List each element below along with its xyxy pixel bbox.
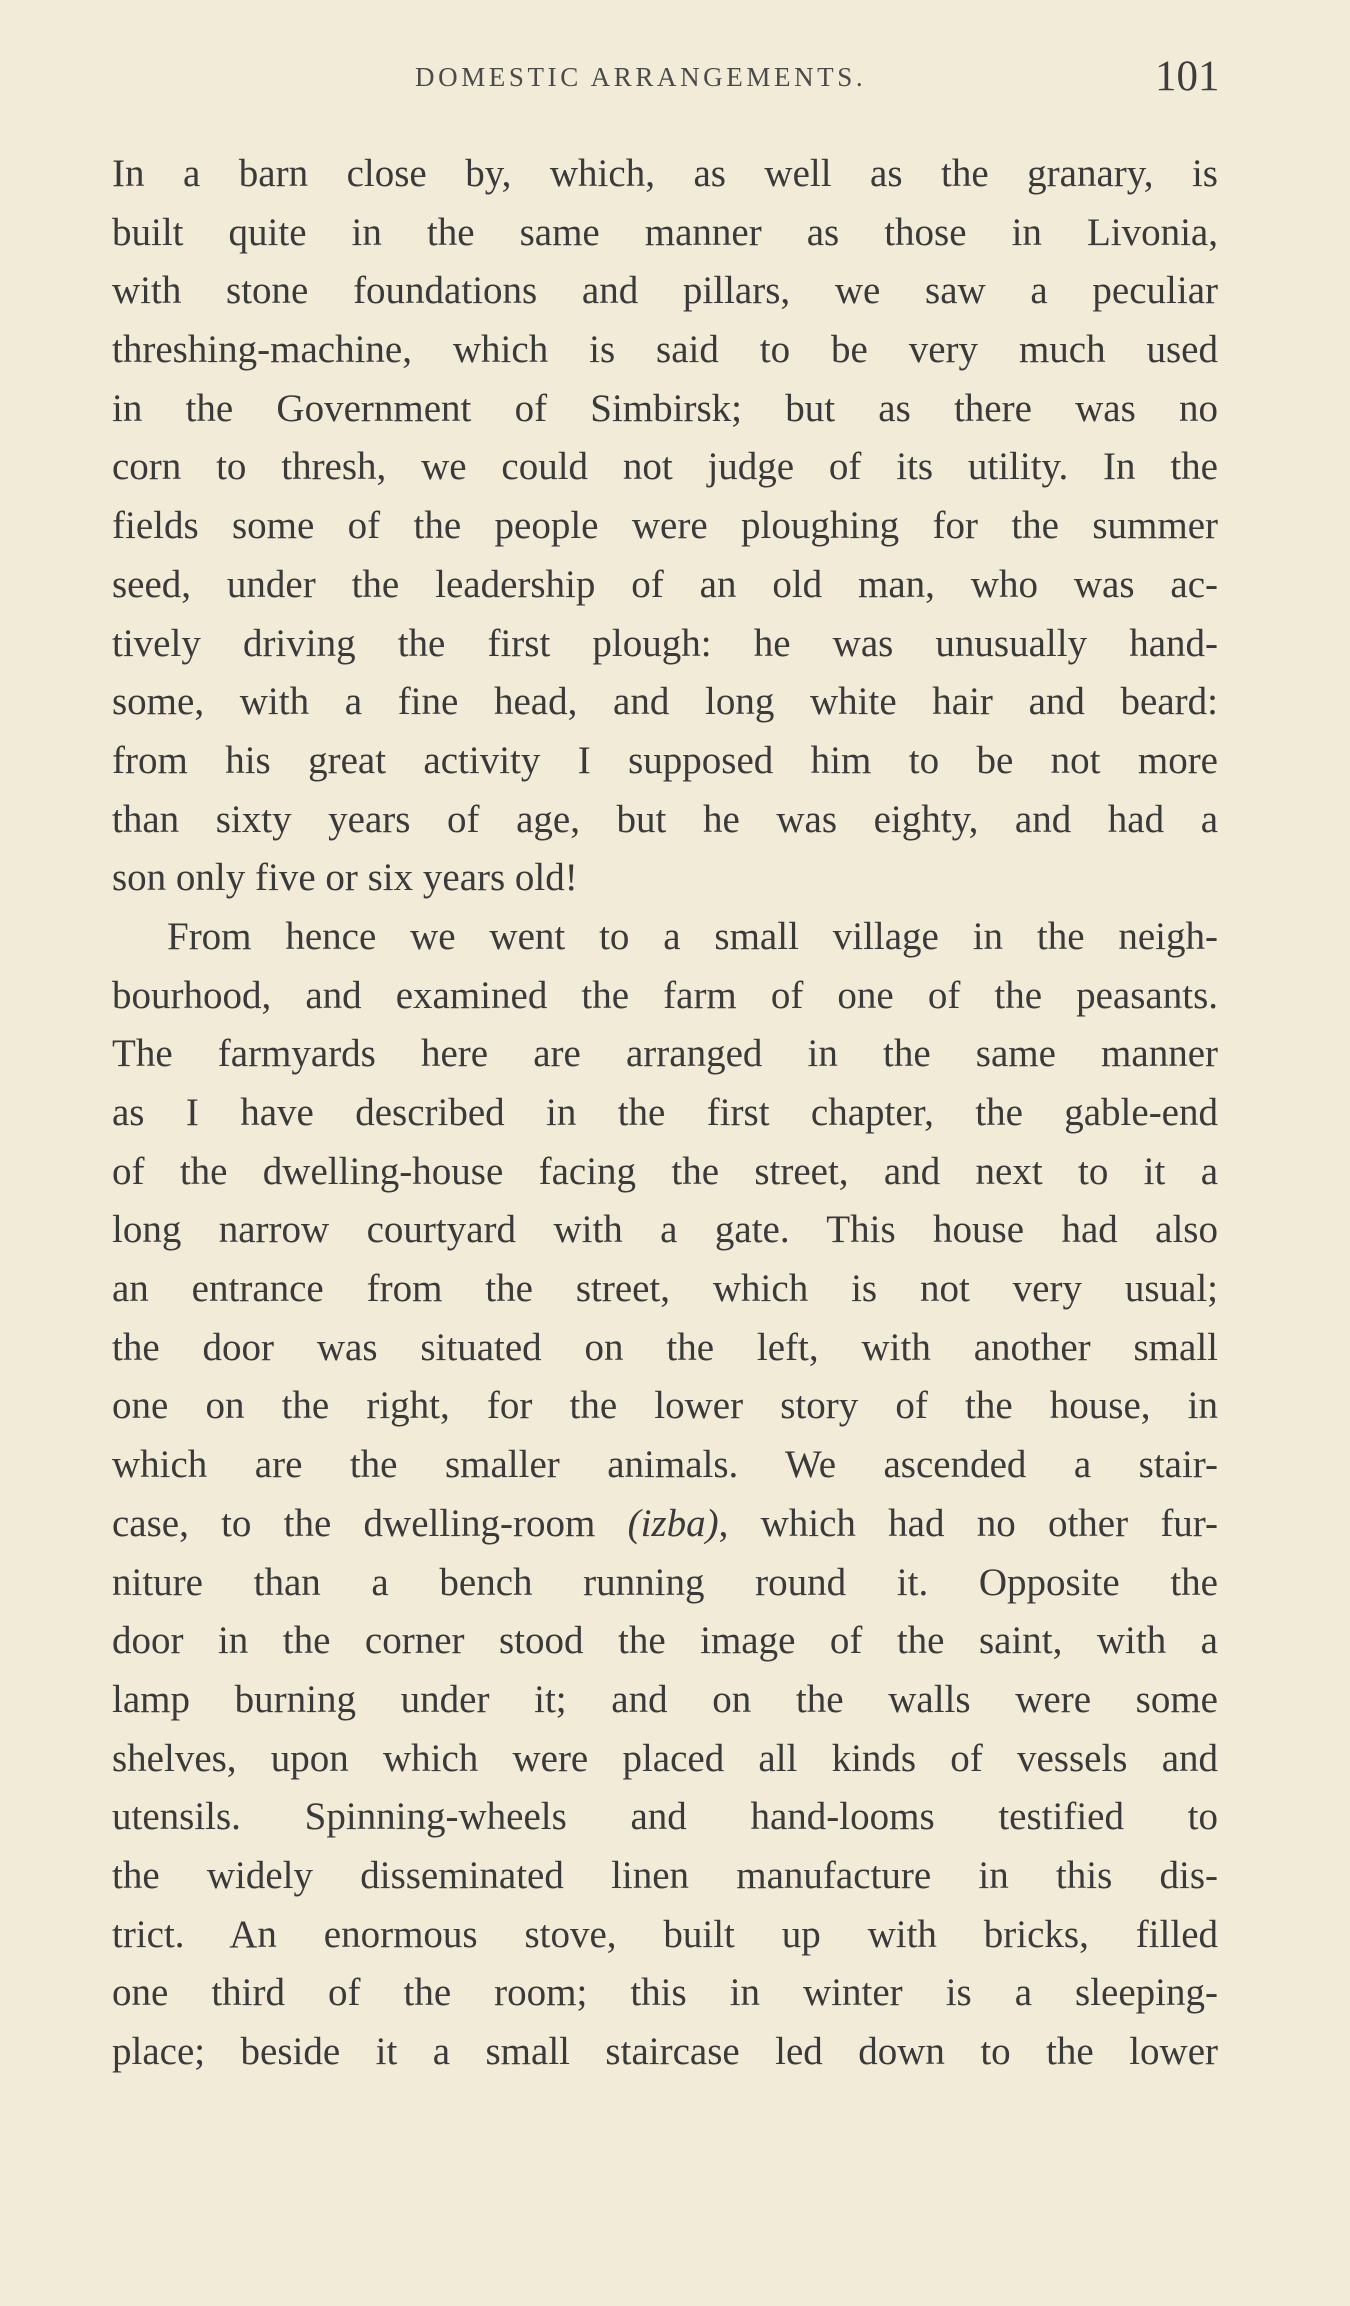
body-text xyxy=(112,145,1218,2082)
text-line: one on the right, for the lower story of the house, in xyxy=(112,1384,1218,1428)
text-line: long narrow courtyard with a gate. This house had also xyxy=(112,1208,1218,1252)
text-line: as I have described in the first chapter, the gable-end xyxy=(112,1091,1218,1134)
page-number: 101 xyxy=(1155,53,1220,100)
text-line: niture than a bench running round it. Opposite the xyxy=(112,1560,1218,1604)
text-line: fields some of the people were ploughing for the summer xyxy=(112,504,1218,548)
text-line: bourhood, and examined the farm of one of the peasants. xyxy=(112,973,1218,1017)
text-line: tively driving the first plough: he was unusually hand- xyxy=(112,621,1218,665)
text-line: trict. An enormous stove, built up with bricks, filled xyxy=(112,1912,1218,1956)
text-line: in the Government of Simbirsk; but as there was no xyxy=(112,386,1218,430)
text-line: the door was situated on the left, with another small xyxy=(112,1325,1218,1369)
text-segment: case, to the dwelling-room xyxy=(112,1501,596,1545)
text-line: an entrance from the street, which is not very usual; xyxy=(112,1267,1218,1311)
text-line: lamp burning under it; and on the walls were some xyxy=(112,1677,1218,1721)
text-line: door in the corner stood the image of the saint, with a xyxy=(112,1619,1218,1663)
text-line-with-italic xyxy=(112,1495,1218,1554)
text-line: some, with a fine head, and long white hair and beard: xyxy=(112,680,1218,724)
running-title: DOMESTIC ARRANGEMENTS. xyxy=(415,62,867,92)
italic-term-izba: (izba) xyxy=(627,1501,719,1545)
text-line: than sixty years of age, but he was eighty, and had a xyxy=(112,797,1218,841)
text-line: with stone foundations and pillars, we saw a peculiar xyxy=(112,269,1218,313)
text-line: of the dwelling-house facing the street, and next to it a xyxy=(112,1149,1218,1193)
text-line: threshing-machine, which is said to be very much used xyxy=(112,328,1218,372)
text-segment: , which had no other fur- xyxy=(718,1501,1218,1545)
paragraph-start-line: From hence we went to a small village in the neigh- xyxy=(167,914,1218,958)
text-line: corn to thresh, we could not judge of its utility. In the xyxy=(112,445,1218,489)
text-line: from his great activity I supposed him to be not more xyxy=(112,738,1218,782)
text-line: which are the smaller animals. We ascended a stair- xyxy=(112,1443,1218,1487)
text-line: The farmyards here are arranged in the same manner xyxy=(112,1032,1218,1076)
text-line: utensils. Spinning-wheels and hand-looms testified to xyxy=(112,1795,1218,1839)
text-line: place; beside it a small staircase led down to the lower xyxy=(112,2030,1218,2073)
text-line: the widely disseminated linen manufacture in this dis- xyxy=(112,1853,1218,1897)
text-line: In a barn close by, which, as well as the granary, is xyxy=(112,152,1218,195)
running-head xyxy=(0,52,1350,102)
text-line: built quite in the same manner as those in Livonia, xyxy=(112,210,1218,254)
text-line: one third of the room; this in winter is a sleeping- xyxy=(112,1971,1218,2015)
paragraph-end-line: son only five or six years old! xyxy=(112,856,578,900)
text-line: seed, under the leadership of an old man, who was ac- xyxy=(112,562,1218,606)
text-line: shelves, upon which were placed all kinds of vessels and xyxy=(112,1736,1218,1780)
